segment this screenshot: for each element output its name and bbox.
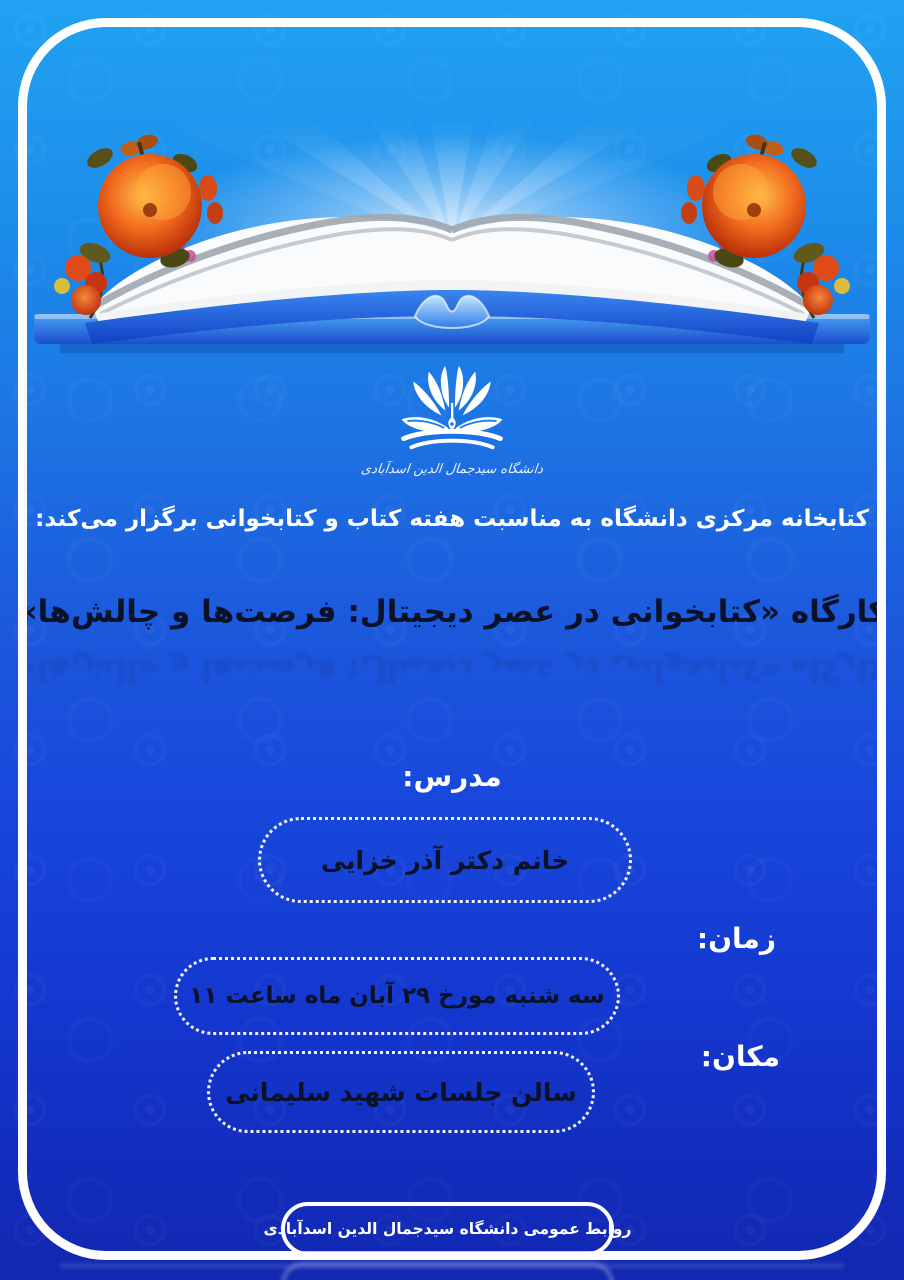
- footer-pill-reflection: [281, 1262, 614, 1280]
- time-value: سه شنبه مورخ ۲۹ آبان ماه ساعت ۱۱: [189, 983, 605, 1009]
- workshop-title-reflection: کارگاه «کتابخوانی در عصر دیجیتال: فرصت‌ها و چالش‌ها»: [17, 652, 887, 688]
- open-book-icon: [0, 118, 904, 353]
- location-label: مکان:: [700, 1040, 780, 1073]
- location-oval: [207, 1051, 595, 1133]
- university-logo: [0, 364, 904, 477]
- instructor-label: مدرس:: [402, 760, 502, 793]
- intro-line: کتابخانه مرکزی دانشگاه به مناسبت هفته کتاب و کتابخوانی برگزار می‌کند:: [35, 506, 869, 532]
- public-relations-pill: [263, 1202, 632, 1256]
- public-relations-text: روابط عمومی دانشگاه سیدجمال الدین اسدآبادی: [263, 1220, 632, 1238]
- instructor-name-oval: [258, 817, 632, 903]
- location-value: سالن جلسات شهید سلیمانی: [225, 1077, 577, 1107]
- time-oval: [174, 957, 620, 1035]
- workshop-title: کارگاه «کتابخوانی در عصر دیجیتال: فرصت‌ها و چالش‌ها»: [17, 594, 887, 630]
- university-name-caption: دانشگاه سیدجمال الدین اسدآبادی: [360, 462, 544, 477]
- instructor-name: خانم دکتر آذر خزایی: [320, 845, 570, 875]
- book-tulip-emblem-icon: [378, 364, 526, 456]
- time-label: زمان:: [696, 922, 776, 955]
